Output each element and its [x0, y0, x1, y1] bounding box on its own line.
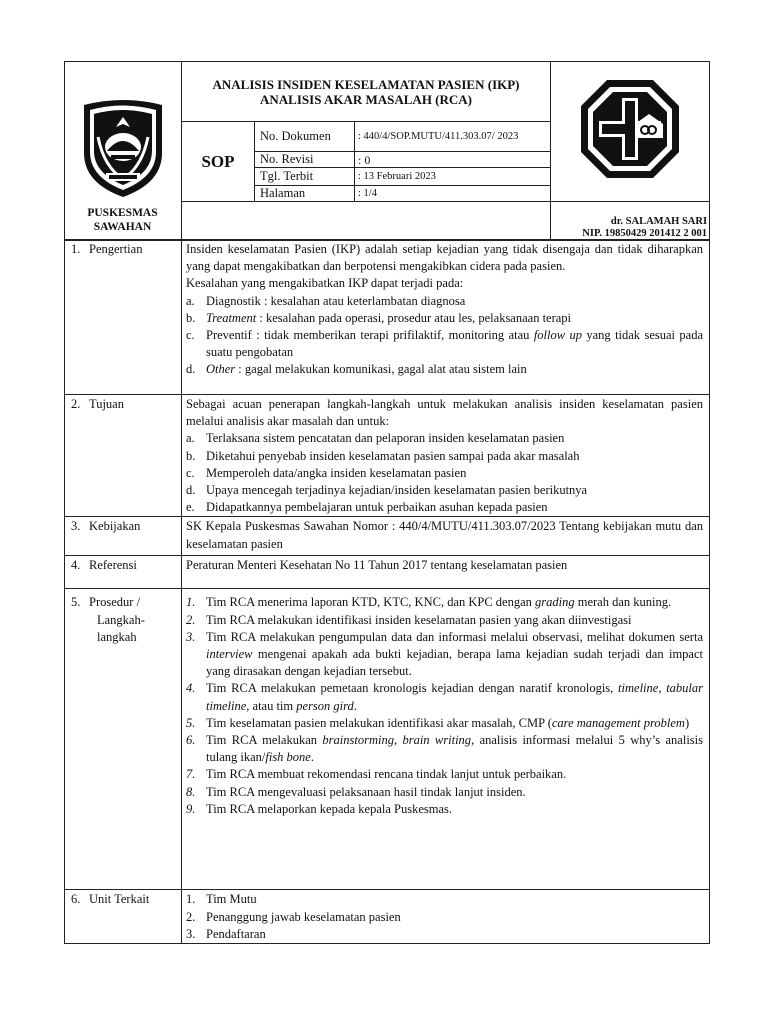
list-marker: 9. — [186, 801, 196, 816]
list-text-pre: Tim RCA menerima laporan KTD, KTC, KNC, dan KPC dengan — [206, 595, 536, 610]
section-label-multiline — [89, 594, 145, 646]
list-text — [206, 680, 703, 714]
section-number: 3. — [71, 519, 81, 534]
list-item — [186, 499, 703, 516]
section-content — [182, 890, 710, 944]
list-text-rest: , analisis informasi melalui 5 why’s analisis tulang ikan/ — [206, 733, 704, 765]
list-text: Upaya mencegah terjadinya kejadian/insiden keselamatan pasien berikutnya — [206, 483, 588, 498]
title-line-1: ANALISIS INSIDEN KESELAMATAN PASIEN (IKP) — [212, 76, 520, 92]
list-text: Diketahui penyebab insiden keselamatan pasien sampai pada akar masalah — [206, 448, 580, 463]
list-item — [186, 891, 703, 908]
sop-label: SOP — [182, 122, 255, 202]
list-text: Terlaksana sistem pencatatan dan pelaporan insiden keselamatan pasien — [206, 431, 565, 446]
document-title — [182, 62, 551, 122]
list-item — [186, 732, 703, 766]
list-text: Tim Mutu — [206, 892, 257, 907]
list-text-rest: . — [310, 750, 314, 765]
section-label: Prosedur / — [89, 595, 141, 610]
emphasis: Treatment — [206, 310, 257, 325]
signer-name: dr. SALAMAH SARI — [610, 216, 708, 227]
emphasis: timeline — [618, 681, 659, 696]
list-text: Tim RCA melaporkan kepada kepala Puskesmas. — [206, 801, 453, 816]
list-text-pre: Tim keselamatan pasien melakukan identifikasi akar masalah, CMP ( — [206, 715, 552, 730]
section-number: 4. — [71, 558, 81, 573]
section-number: 5. — [71, 595, 81, 610]
list-text: Tim RCA melakukan identifikasi insiden keselamatan pasien yang akan diinvestigasi — [206, 612, 632, 627]
list-item — [186, 465, 703, 482]
content-table — [64, 239, 710, 944]
emphasis: grading — [535, 595, 575, 610]
list-item — [186, 594, 703, 611]
paragraph: SK Kepala Puskesmas Sawahan Nomor : 440/4/MUTU/411.303.07/2023 Tentang kebijakan mutu dan keselamatan pasien — [186, 519, 703, 551]
paragraph: Peraturan Menteri Kesehatan No 11 Tahun 2017 tentang keselamatan pasien — [186, 558, 568, 573]
list-text: Penanggung jawab keselamatan pasien — [206, 909, 401, 924]
list-text — [206, 327, 703, 361]
section-label: Kebijakan — [89, 519, 141, 534]
emphasis: Other — [206, 362, 236, 377]
sop-document — [64, 61, 709, 939]
list-item — [186, 293, 703, 310]
paragraph: Insiden keselamatan Pasien (IKP) adalah setiap kejadian yang tidak disengaja dan tidak diharapkan yang dapat mengakibatkan dan berpotensi mengakibkan cidera pada pasien. — [186, 242, 703, 274]
section-number: 2. — [71, 397, 81, 411]
list-text-rest: ) — [684, 715, 690, 730]
section-label-cell — [65, 556, 182, 589]
section-label: Pengertian — [89, 242, 143, 256]
section-label: Referensi — [89, 558, 137, 573]
list-text — [206, 629, 703, 681]
list-text — [206, 361, 703, 378]
section-label: Unit Terkait — [89, 892, 150, 907]
list-marker: 7. — [186, 767, 196, 782]
list-text — [206, 732, 703, 766]
list-text-rest: mengenai apakah ada bukti kejadian, berapa lama kejadian sudah terjadi dan impact yang dirasakan dengan kejadian tersebut. — [206, 647, 703, 679]
section-label-cell — [65, 395, 182, 517]
list-text-pre: Tim RCA melakukan pengumpulan data dan informasi melalui observasi, melihat dokumen serta — [206, 629, 703, 644]
list-marker: a. — [186, 431, 195, 446]
meta-label-revision: No. Revisi — [255, 152, 355, 168]
list-marker: 1. — [186, 892, 196, 907]
meta-label-page: Halaman — [255, 186, 355, 202]
section-content — [182, 556, 710, 589]
list-text: Didapatkannya pembelajaran untuk perbaikan asuhan kepada pasien — [206, 500, 548, 515]
section-label: langkah — [97, 629, 137, 644]
section-label: Tujuan — [89, 397, 124, 411]
puskesmas-logo-cell — [551, 62, 710, 202]
list-text-rest: yang tidak sesuai pada suatu pengobatan — [206, 328, 703, 360]
list-marker: 4. — [186, 681, 196, 696]
list-marker: c. — [186, 465, 195, 480]
meta-value-revision: : 0 — [355, 152, 551, 168]
list-item — [186, 909, 703, 926]
org-name-line-1: PUSKESMAS — [87, 207, 158, 219]
list-item — [186, 680, 703, 714]
section-row-referensi — [65, 556, 710, 589]
list-marker: 6. — [186, 733, 196, 748]
list-text-pre: Tim RCA melakukan — [206, 733, 323, 748]
list-text-rest: , atau tim — [246, 698, 297, 713]
emphasis: brainstorming, brain writing — [322, 733, 472, 748]
list-item — [186, 801, 703, 818]
signer-nip: NIP. 19850429 201412 2 001 — [582, 228, 708, 239]
meta-value-issue-date: : 13 Februari 2023 — [355, 168, 551, 186]
section-row-kebijakan — [65, 517, 710, 556]
list-marker: c. — [186, 328, 195, 343]
list-item — [186, 327, 703, 361]
list-text: Tim RCA mengevaluasi pelaksanaan hasil tindak lanjut insiden. — [206, 784, 526, 799]
title-line-2: ANALISIS AKAR MASALAH (RCA) — [260, 91, 473, 107]
list-text-rest: , — [658, 681, 667, 696]
paragraph: Kesalahan yang mengakibatkan IKP dapat terjadi pada: — [186, 276, 464, 291]
org-name — [64, 201, 181, 239]
section-label-cell — [65, 517, 182, 556]
section-label-cell — [65, 240, 182, 395]
list-marker: d. — [186, 483, 196, 498]
list-text: Diagnostik : kesalahan atau keterlambatan diagnosa — [206, 293, 466, 308]
list-text — [206, 715, 703, 732]
list-item — [186, 784, 703, 801]
puskesmas-logo-icon — [575, 74, 685, 184]
section-row-tujuan — [65, 395, 710, 517]
emphasis: tabular timeline — [206, 681, 704, 713]
list-item — [186, 629, 703, 681]
list-item — [186, 361, 703, 378]
list-marker: e. — [186, 500, 195, 515]
list-item — [186, 612, 703, 629]
section-content — [182, 395, 710, 517]
list-marker: 2. — [186, 909, 196, 924]
section-row-unit-terkait — [65, 890, 710, 944]
section-label-cell — [65, 890, 182, 944]
list-text — [206, 594, 703, 611]
section-content — [182, 517, 710, 556]
list-item — [186, 482, 703, 499]
list-text-rest: merah dan kuning. — [574, 595, 672, 610]
meta-value-page: : 1/4 — [355, 186, 551, 202]
org-name-line-2: SAWAHAN — [93, 221, 152, 233]
list-text-rest: : gagal melakukan komunikasi, gagal alat atau sistem lain — [235, 362, 527, 377]
paragraph: Sebagai acuan penerapan langkah-langkah untuk melakukan analisis insiden keselamatan pasien melalui analisis akar masalah dan untuk: — [186, 397, 703, 429]
list-marker: 3. — [186, 629, 196, 644]
list-item — [186, 926, 703, 943]
section-content — [182, 589, 710, 890]
list-marker: d. — [186, 362, 196, 377]
list-marker: 2. — [186, 612, 196, 627]
list-marker: 8. — [186, 784, 196, 799]
section-number: 6. — [71, 892, 81, 907]
list-marker: b. — [186, 310, 196, 325]
emphasis: care management problem — [551, 715, 685, 730]
list-item — [186, 430, 703, 447]
list-marker: 5. — [186, 715, 196, 730]
regency-emblem-icon — [78, 97, 168, 201]
list-text: Memperoleh data/angka insiden keselamatan pasien — [206, 465, 467, 480]
emphasis: follow up — [533, 328, 582, 343]
list-text-pre: Preventif : tidak memberikan terapi prifilaktif, monitoring atau — [206, 328, 534, 343]
list-item — [186, 448, 703, 465]
signature-block — [551, 202, 710, 241]
list-marker: 3. — [186, 926, 196, 941]
list-text: Tim RCA membuat rekomendasi rencana tindak lanjut untuk perbaikan. — [206, 767, 567, 782]
emphasis: interview — [206, 647, 253, 662]
list-text-rest: : kesalahan pada operasi, prosedur atau les, pelaksanaan terapi — [256, 310, 572, 325]
list-text-pre: Tim RCA melakukan pemetaan kronologis kejadian dengan naratif kronologis, — [206, 681, 619, 696]
list-item — [186, 715, 703, 732]
list-marker: 1. — [186, 595, 196, 610]
list-text: Pendaftaran — [206, 926, 266, 941]
meta-label-issue-date: Tgl. Terbit — [255, 168, 355, 186]
section-row-pengertian — [65, 240, 710, 395]
meta-value-doc-number: : 440/4/SOP.MUTU/411.303.07/ 2023 — [355, 122, 551, 152]
list-item — [186, 310, 703, 327]
list-item — [186, 766, 703, 783]
section-label-cell — [65, 589, 182, 890]
list-marker: a. — [186, 293, 195, 308]
emphasis: fish bone — [265, 750, 311, 765]
emphasis: person gird — [296, 698, 354, 713]
section-row-prosedur — [65, 589, 710, 890]
section-label: Langkah- — [97, 612, 145, 627]
meta-label-doc-number: No. Dokumen — [255, 122, 355, 152]
blank-cell — [182, 202, 551, 241]
list-marker: b. — [186, 448, 196, 463]
list-text — [206, 310, 703, 327]
list-text-rest: . — [353, 698, 357, 713]
section-number: 1. — [71, 242, 81, 256]
section-content — [182, 240, 710, 395]
